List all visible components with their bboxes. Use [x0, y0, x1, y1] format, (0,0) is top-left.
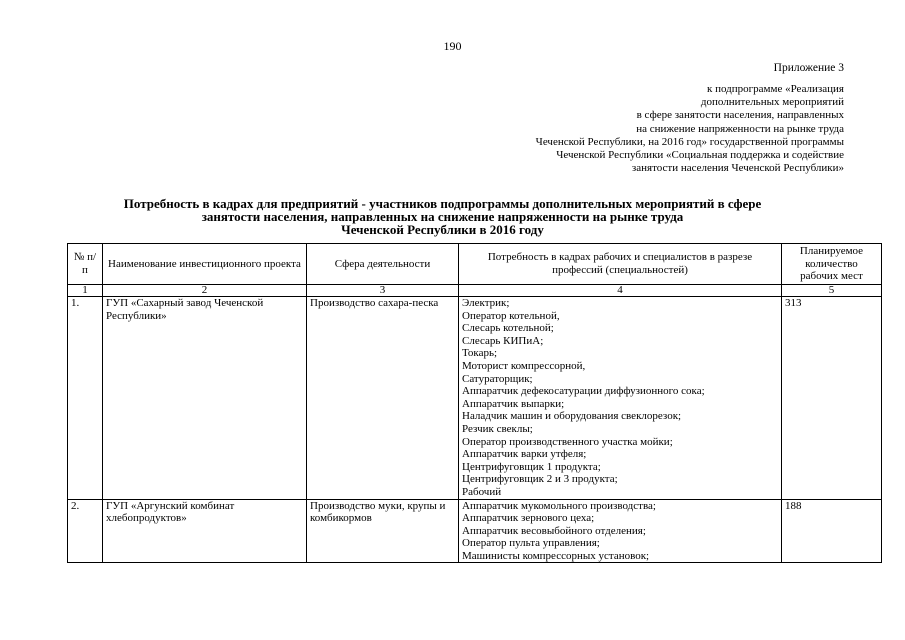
column-number: 1	[68, 285, 103, 297]
profession-item: Оператор производственного участка мойки;	[462, 435, 673, 448]
header-project: Наименование инвестиционного проекта	[103, 244, 307, 285]
row-number: 1.	[68, 297, 103, 500]
column-number: 5	[782, 285, 882, 297]
planned-jobs: 313	[782, 297, 882, 500]
activity-sphere: Производство муки, крупы и комбикормов	[307, 499, 459, 563]
subprogram-line: занятости населения Чеченской Республики»	[631, 162, 844, 175]
profession-item: Аппаратчик весовыбойного отделения;	[462, 524, 646, 537]
subprogram-line: Чеченской Республики «Социальная поддержка и содействие	[556, 149, 844, 162]
subprogram-reference	[536, 83, 844, 175]
planned-jobs: 188	[782, 499, 882, 563]
profession-item: Машинисты компрессорных установок;	[462, 549, 650, 562]
title-line: Чеченской Республики в 2016 году	[341, 222, 544, 237]
profession-item: Рабочий	[462, 485, 502, 498]
header-jobs: Планируемое количество рабочих мест	[782, 244, 882, 285]
profession-item: Оператор пульта управления;	[462, 537, 600, 550]
project-name: ГУП «Аргунский комбинат хлебопродуктов»	[103, 499, 307, 563]
column-number: 4	[459, 285, 782, 297]
appendix-label: Приложение 3	[773, 62, 844, 74]
subprogram-line: в сфере занятости населения, направленных	[636, 109, 844, 122]
profession-item: Моторист компрессорной,	[462, 359, 586, 372]
table-row	[68, 499, 882, 563]
profession-item: Аппаратчик выпарки;	[462, 397, 565, 410]
profession-item: Электрик;	[462, 297, 510, 309]
subprogram-line: дополнительных мероприятий	[700, 96, 844, 109]
profession-item: Наладчик машин и оборудования свеклорезок;	[462, 410, 682, 423]
header-sphere: Сфера деятельности	[307, 244, 459, 285]
profession-item: Аппаратчик зернового цеха;	[462, 512, 595, 525]
staffing-needs-table	[67, 243, 882, 563]
title-line: Потребность в кадрах для предприятий - участников подпрограммы дополнительных мероприятий в сфере	[123, 196, 762, 211]
table-row	[68, 297, 882, 500]
profession-item: Сатураторщик;	[462, 372, 533, 385]
header-professions: Потребность в кадрах рабочих и специалистов в разрезе профессий (специальностей)	[459, 244, 782, 285]
row-number: 2.	[68, 499, 103, 563]
column-number: 2	[103, 285, 307, 297]
page-number: 190	[443, 39, 462, 53]
profession-item: Оператор котельной,	[462, 309, 560, 322]
column-number-row	[68, 285, 882, 297]
document-title	[40, 197, 845, 236]
profession-item: Аппаратчик дефекосатурации диффузионного сока;	[462, 385, 705, 398]
profession-item: Центрифуговщик 2 и 3 продукта;	[462, 473, 618, 486]
professions-list	[459, 499, 782, 563]
profession-item: Аппаратчик варки утфеля;	[462, 448, 587, 461]
column-number: 3	[307, 285, 459, 297]
activity-sphere: Производство сахара-песка	[307, 297, 459, 500]
profession-item: Слесарь котельной;	[462, 322, 554, 335]
professions-list	[459, 297, 782, 500]
title-line: занятости населения, направленных на снижение напряженности на рынке труда	[201, 209, 684, 224]
profession-item: Резчик свеклы;	[462, 422, 533, 435]
subprogram-line: на снижение напряженности на рынке труда	[636, 122, 844, 135]
table-header-row	[68, 244, 882, 285]
profession-item: Слесарь КИПиА;	[462, 334, 544, 347]
profession-item: Центрифуговщик 1 продукта;	[462, 460, 601, 473]
profession-item: Аппаратчик мукомольного производства;	[462, 499, 656, 512]
subprogram-line: Чеченской Республики, на 2016 год» государственной программы	[535, 135, 844, 148]
profession-item: Токарь;	[462, 347, 498, 360]
subprogram-line: к подпрограмме «Реализация	[706, 83, 844, 95]
project-name: ГУП «Сахарный завод Чеченской Республики»	[103, 297, 307, 500]
header-number: № п/п	[68, 244, 103, 285]
